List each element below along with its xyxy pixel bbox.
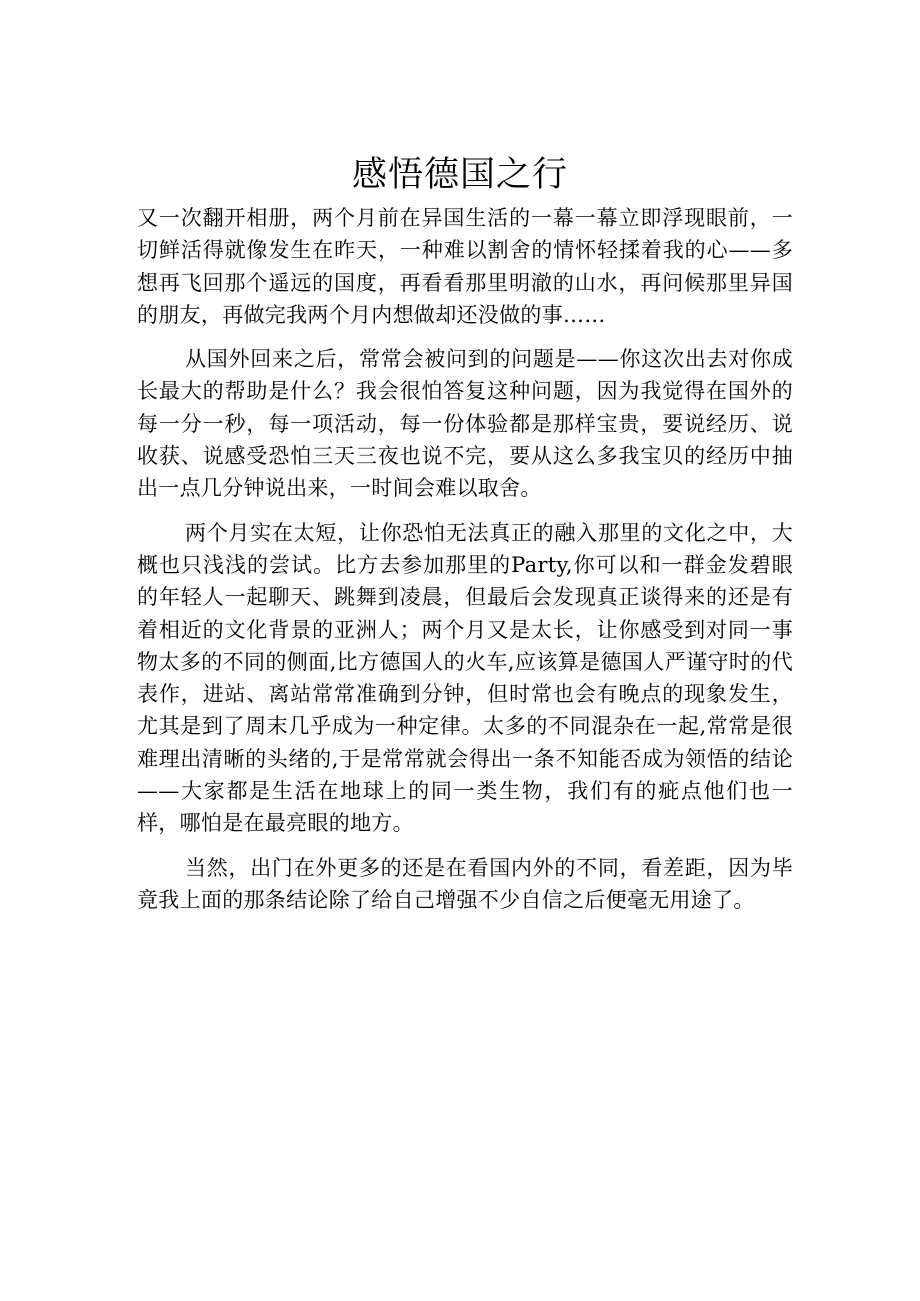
paragraph-4: 当然，出门在外更多的还是在看国内外的不同，看差距，因为毕竟我上面的那条结论除了给自己增强不少自信之后便毫无用途了。 bbox=[137, 855, 793, 912]
paragraph-2: 从国外回来之后，常常会被问到的问题是——你这次出去对你成长最大的帮助是什么？我会很怕答复这种问题，因为我觉得在国外的每一分一秒，每一项活动，每一份体验都是那样宝贵，要说经历、说收获、说感受恐怕三天三夜也说不完，要从这么多我宝贝的经历中抽出一点几分钟说出来，一时间会难以取舍。 bbox=[137, 347, 793, 501]
document-title: 感悟德国之行 bbox=[351, 155, 568, 196]
paragraph-1: 又一次翻开相册，两个月前在异国生活的一幕一幕立即浮现眼前，一切鲜活得就像发生在昨天，一种难以割舍的情怀轻揉着我的心——多想再飞回那个遥远的国度，再看看那里明澈的山水，再问候那里异国的朋友，再做完我两个月内想做却还没做的事…… bbox=[137, 206, 793, 327]
paragraph-3: 两个月实在太短，让你恐怕无法真正的融入那里的文化之中，大概也只浅浅的尝试。比方去参加那里的Party,你可以和一群金发碧眼的年轻人一起聊天、跳舞到凌晨，但最后会发现真正谈得来的还是有着相近的文化背景的亚洲人；两个月又是太长，让你感受到对同一事物太多的不同的侧面,比方德国人的火车,应该算是德国人严谨守时的代表作，进站、离站常常准确到分钟，但时常也会有晚点的现象发生，尤其是到了周末几乎成为一种定律。太多的不同混杂在一起,常常是很难理出清晰的头绪的,于是常常就会得出一条不知能否成为领悟的结论——大家都是生活在地球上的同一类生物，我们有的疵点他们也一样，哪怕是在最亮眼的地方。 bbox=[137, 520, 793, 836]
document-body bbox=[137, 202, 793, 916]
